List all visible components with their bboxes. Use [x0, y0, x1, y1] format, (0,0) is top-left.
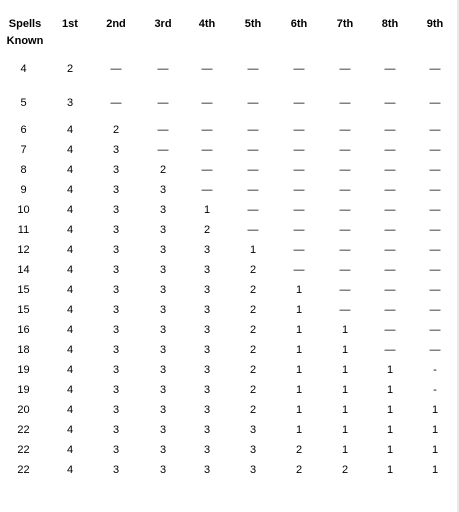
slot-cell: —: [157, 97, 169, 109]
slot-cell: 1: [295, 324, 303, 336]
slot-cell: 4: [66, 204, 74, 216]
slot-cell: 4: [66, 264, 74, 276]
slot-cell: —: [201, 63, 213, 75]
table-row: [0, 300, 458, 320]
slot-cell: 1: [386, 424, 394, 436]
slot-cell: 4: [66, 464, 74, 476]
spells-known-cell: 6: [20, 124, 27, 136]
slot-cell: —: [384, 344, 396, 356]
slot-cell: —: [384, 97, 396, 109]
slot-cell: 4: [66, 164, 74, 176]
slot-cell: 3: [112, 324, 120, 336]
slot-cell: —: [384, 304, 396, 316]
slot-cell: 2: [249, 304, 257, 316]
spells-known-cell: 4: [20, 63, 27, 75]
slot-cell: 4: [66, 244, 74, 256]
slot-cell: —: [293, 164, 305, 176]
slot-cell: 2: [66, 63, 74, 75]
slot-cell: —: [201, 97, 213, 109]
slot-cell: —: [339, 124, 351, 136]
table-row: [0, 220, 458, 240]
slot-cell: 4: [66, 224, 74, 236]
slot-cell: —: [247, 204, 259, 216]
table-header-row: [0, 16, 458, 52]
slot-cell: —: [201, 144, 213, 156]
spells-known-cell: 20: [17, 404, 30, 416]
slot-cell: 1: [431, 404, 439, 416]
slot-cell: 3: [203, 444, 211, 456]
table-row: [0, 420, 458, 440]
slot-cell: 3: [112, 344, 120, 356]
header-9th: 9th: [426, 18, 444, 30]
slot-cell: 1: [295, 304, 303, 316]
table-row: [0, 86, 458, 120]
slot-cell: 3: [159, 304, 167, 316]
slot-cell: —: [339, 264, 351, 276]
slot-cell: —: [293, 264, 305, 276]
spells-known-cell: 19: [17, 384, 30, 396]
slot-cell: —: [247, 63, 259, 75]
slot-cell: 3: [112, 364, 120, 376]
slot-cell: 2: [249, 384, 257, 396]
slot-cell: 3: [159, 184, 167, 196]
table-row: [0, 400, 458, 420]
spells-known-cell: 19: [17, 364, 30, 376]
slot-cell: 3: [159, 424, 167, 436]
slot-cell: 1: [341, 364, 349, 376]
slot-cell: —: [247, 164, 259, 176]
slot-cell: 1: [386, 384, 394, 396]
slot-cell: 3: [112, 424, 120, 436]
slot-cell: —: [384, 324, 396, 336]
table-row: [0, 380, 458, 400]
table-row: [0, 52, 458, 86]
slot-cell: 4: [66, 384, 74, 396]
table-row: [0, 160, 458, 180]
slot-cell: —: [293, 144, 305, 156]
slot-cell: —: [384, 124, 396, 136]
slot-cell: 3: [112, 164, 120, 176]
slot-cell: 3: [159, 244, 167, 256]
spells-known-cell: 22: [17, 444, 30, 456]
slot-cell: 4: [66, 144, 74, 156]
slot-cell: 3: [159, 204, 167, 216]
slot-cell: —: [429, 184, 441, 196]
slot-cell: 1: [341, 344, 349, 356]
slot-cell: 1: [386, 464, 394, 476]
table-row: [0, 340, 458, 360]
slot-cell: 3: [249, 424, 257, 436]
slot-cell: 3: [112, 444, 120, 456]
slot-cell: 1: [341, 324, 349, 336]
slot-cell: —: [247, 144, 259, 156]
slot-cell: —: [429, 344, 441, 356]
slot-cell: 4: [66, 324, 74, 336]
slot-cell: 1: [341, 444, 349, 456]
slot-cell: —: [110, 63, 122, 75]
slot-cell: —: [384, 204, 396, 216]
slot-cell: 1: [295, 384, 303, 396]
slot-cell: —: [339, 164, 351, 176]
slot-cell: 3: [203, 364, 211, 376]
slot-cell: 2: [341, 464, 349, 476]
slot-cell: 1: [295, 364, 303, 376]
slot-cell: 3: [159, 444, 167, 456]
slot-cell: 4: [66, 184, 74, 196]
spells-known-cell: 5: [20, 97, 27, 109]
table-row: [0, 200, 458, 220]
slot-cell: —: [293, 63, 305, 75]
slot-cell: -: [433, 364, 437, 376]
slot-cell: 4: [66, 444, 74, 456]
slot-cell: 1: [341, 404, 349, 416]
slot-cell: 3: [112, 204, 120, 216]
slot-cell: —: [157, 144, 169, 156]
slot-cell: 2: [159, 164, 167, 176]
table-row: [0, 440, 458, 460]
slot-cell: —: [339, 184, 351, 196]
slot-cell: —: [339, 63, 351, 75]
spells-known-cell: 11: [17, 224, 30, 236]
spells-known-cell: 16: [17, 324, 30, 336]
slot-cell: 3: [112, 404, 120, 416]
spells-known-cell: 10: [17, 204, 30, 216]
slot-cell: —: [429, 204, 441, 216]
slot-cell: 3: [203, 264, 211, 276]
slot-cell: 2: [112, 124, 120, 136]
slot-cell: 2: [249, 264, 257, 276]
table-row: [0, 280, 458, 300]
slot-cell: 3: [203, 344, 211, 356]
slot-cell: —: [339, 144, 351, 156]
table-row: [0, 320, 458, 340]
slot-cell: —: [384, 144, 396, 156]
slot-cell: —: [247, 224, 259, 236]
slot-cell: 2: [295, 444, 303, 456]
slot-cell: 3: [203, 384, 211, 396]
slot-cell: 3: [159, 384, 167, 396]
slot-cell: 3: [203, 404, 211, 416]
header-8th: 8th: [381, 18, 399, 30]
table-row: [0, 120, 458, 140]
slot-cell: —: [384, 284, 396, 296]
header-4th: 4th: [198, 18, 216, 30]
slot-cell: 1: [431, 464, 439, 476]
table-row: [0, 240, 458, 260]
slot-cell: —: [247, 184, 259, 196]
table-row: [0, 140, 458, 160]
slot-cell: 4: [66, 404, 74, 416]
slot-cell: 3: [112, 244, 120, 256]
slot-cell: —: [201, 124, 213, 136]
slot-cell: —: [384, 184, 396, 196]
header-3rd: 3rd: [154, 18, 172, 30]
spells-known-cell: 12: [17, 244, 30, 256]
slot-cell: —: [429, 264, 441, 276]
slot-cell: —: [429, 224, 441, 236]
slot-cell: —: [201, 184, 213, 196]
slot-cell: 3: [159, 284, 167, 296]
slot-cell: —: [110, 97, 122, 109]
slot-cell: —: [339, 204, 351, 216]
table-row: [0, 260, 458, 280]
slot-cell: 3: [203, 284, 211, 296]
slot-cell: 4: [66, 284, 74, 296]
slot-cell: 4: [66, 124, 74, 136]
slot-cell: —: [429, 144, 441, 156]
slot-cell: 3: [66, 97, 74, 109]
slot-cell: 3: [159, 364, 167, 376]
slot-cell: —: [384, 264, 396, 276]
header-2nd: 2nd: [106, 18, 126, 30]
slot-cell: 3: [112, 304, 120, 316]
table-row: [0, 460, 458, 480]
slot-cell: 3: [203, 424, 211, 436]
slot-cell: —: [429, 164, 441, 176]
header-6th: 6th: [290, 18, 308, 30]
slot-cell: 4: [66, 424, 74, 436]
slot-cell: 3: [249, 464, 257, 476]
spells-known-cell: 18: [17, 344, 30, 356]
spells-known-cell: 22: [17, 424, 30, 436]
slot-cell: —: [429, 244, 441, 256]
slot-cell: 1: [295, 344, 303, 356]
slot-cell: 1: [431, 424, 439, 436]
slot-cell: —: [384, 164, 396, 176]
slot-cell: 1: [295, 424, 303, 436]
slot-cell: 3: [112, 224, 120, 236]
slot-cell: —: [384, 244, 396, 256]
slot-cell: 1: [386, 364, 394, 376]
slot-cell: —: [293, 224, 305, 236]
slot-cell: —: [293, 124, 305, 136]
slot-cell: 3: [159, 344, 167, 356]
slot-cell: 3: [203, 304, 211, 316]
slot-cell: 1: [295, 284, 303, 296]
slot-cell: -: [433, 384, 437, 396]
slot-cell: —: [201, 164, 213, 176]
slot-cell: —: [293, 204, 305, 216]
slot-cell: 1: [341, 384, 349, 396]
slot-cell: —: [339, 224, 351, 236]
slot-cell: 3: [112, 384, 120, 396]
slot-cell: 1: [295, 404, 303, 416]
slot-cell: 3: [159, 464, 167, 476]
slot-cell: 3: [159, 264, 167, 276]
header-spells-known: Spells Known: [6, 18, 44, 47]
header-1st: 1st: [62, 18, 78, 30]
slot-cell: —: [247, 97, 259, 109]
header-7th: 7th: [336, 18, 354, 30]
spells-known-cell: 14: [17, 264, 30, 276]
slot-cell: —: [429, 97, 441, 109]
slot-cell: 2: [249, 364, 257, 376]
table-body: [0, 52, 458, 480]
slot-cell: —: [293, 244, 305, 256]
slot-cell: 2: [203, 224, 211, 236]
slot-cell: 3: [203, 324, 211, 336]
slot-cell: 1: [431, 444, 439, 456]
spells-known-cell: 9: [20, 184, 27, 196]
slot-cell: —: [157, 63, 169, 75]
slot-cell: 3: [112, 464, 120, 476]
slot-cell: —: [339, 244, 351, 256]
slot-cell: 4: [66, 304, 74, 316]
slot-cell: 3: [159, 324, 167, 336]
slot-cell: —: [293, 184, 305, 196]
slot-cell: —: [157, 124, 169, 136]
slot-cell: 4: [66, 364, 74, 376]
slot-cell: —: [247, 124, 259, 136]
slot-cell: —: [384, 63, 396, 75]
slot-cell: —: [339, 304, 351, 316]
table-row: [0, 360, 458, 380]
slot-cell: —: [429, 304, 441, 316]
slot-cell: —: [429, 124, 441, 136]
table-row: [0, 180, 458, 200]
slot-cell: —: [339, 97, 351, 109]
slot-cell: 3: [159, 404, 167, 416]
spells-known-cell: 15: [17, 304, 30, 316]
slot-cell: 2: [249, 404, 257, 416]
slot-cell: 3: [112, 184, 120, 196]
slot-cell: 2: [295, 464, 303, 476]
slot-cell: 3: [203, 464, 211, 476]
slot-cell: —: [429, 284, 441, 296]
slot-cell: 3: [112, 264, 120, 276]
spells-known-cell: 22: [17, 464, 30, 476]
slot-cell: 1: [249, 244, 257, 256]
slot-cell: 2: [249, 284, 257, 296]
slot-cell: 1: [203, 204, 211, 216]
slot-cell: 1: [386, 444, 394, 456]
slot-cell: 4: [66, 344, 74, 356]
slot-cell: 3: [159, 224, 167, 236]
spells-known-cell: 8: [20, 164, 27, 176]
slot-cell: 3: [203, 244, 211, 256]
slot-cell: 1: [341, 424, 349, 436]
slot-cell: 3: [249, 444, 257, 456]
slot-cell: 3: [112, 144, 120, 156]
slot-cell: —: [293, 97, 305, 109]
header-5th: 5th: [244, 18, 262, 30]
spells-known-cell: 7: [20, 144, 27, 156]
slot-cell: 2: [249, 344, 257, 356]
slot-cell: —: [339, 284, 351, 296]
slot-cell: —: [429, 324, 441, 336]
slot-cell: 2: [249, 324, 257, 336]
slot-cell: 1: [386, 404, 394, 416]
spells-known-cell: 15: [17, 284, 30, 296]
slot-cell: —: [429, 63, 441, 75]
spell-slots-table: [0, 16, 458, 480]
slot-cell: 3: [112, 284, 120, 296]
slot-cell: —: [384, 224, 396, 236]
